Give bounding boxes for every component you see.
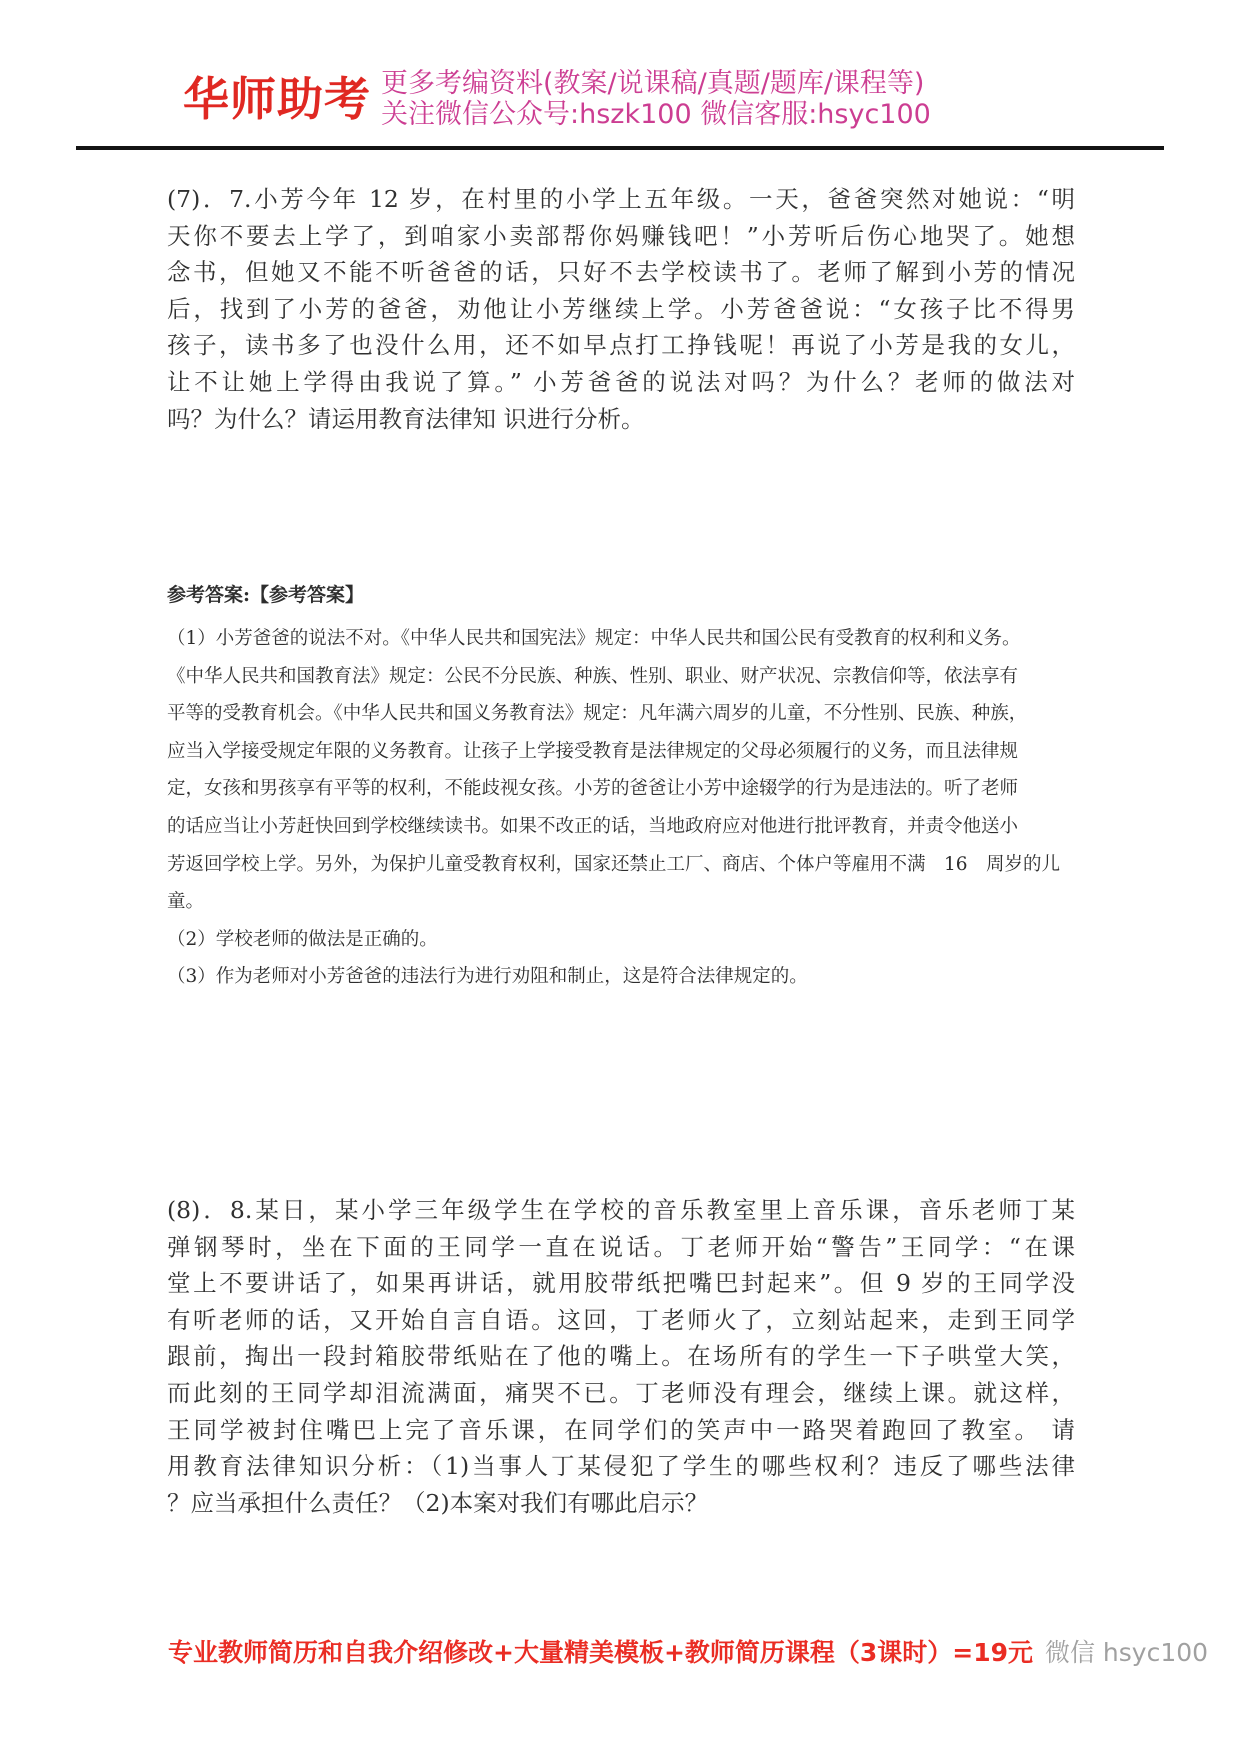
question-7-paragraph — [167, 181, 1075, 437]
question7-line: 天你不要去上学了，到咱家小卖部帮你妈赚钱吧！”小芳听后伤心地哭了。她想 — [167, 221, 1075, 250]
answer-line: 定，女孩和男孩享有平等的权利，不能歧视女孩。小芳的爸爸让小芳中途辍学的行为是违法的。听了老师 — [167, 778, 1019, 800]
question8-line: 堂上不要讲话了，如果再讲话，就用胶带纸把嘴巴封起来”。但 9 岁的王同学没 — [167, 1269, 1075, 1298]
page-header — [183, 68, 931, 130]
answer-line: 《中华人民共和国教育法》规定：公民不分民族、种族、性别、职业、财产状况、宗教信仰等，依法享有 — [167, 665, 1019, 687]
footer-promo-text: 专业教师简历和自我介绍修改+大量精美模板+教师简历课程（3课时）=19元 — [168, 1638, 1034, 1667]
question8-line: 弹钢琴时，坐在下面的王同学一直在说话。丁老师开始“警告”王同学：“在课 — [167, 1232, 1075, 1261]
footer-wechat-text: 微信 hsyc100 — [1044, 1638, 1209, 1667]
question7-line: 念书，但她又不能不听爸爸的话，只好不去学校读书了。老师了解到小芳的情况 — [167, 258, 1075, 287]
reference-answer-label: 参考答案:【参考答案】 — [167, 584, 365, 606]
header-divider — [76, 146, 1164, 150]
tagline-line-1: 更多考编资料(教案/说课稿/真题/题库/课程等) — [381, 68, 925, 99]
question8-line: 跟前，掏出一段封箱胶带纸贴在了他的嘴上。在场所有的学生一下子哄堂大笑， — [167, 1342, 1075, 1371]
question8-line: ？应当承担什么责任？（2)本案对我们有哪此启示？ — [167, 1488, 709, 1517]
question-8-paragraph — [167, 1192, 1075, 1521]
question7-line: 吗？为什么？请运用教育法律知 识进行分析。 — [167, 404, 645, 433]
question8-line: 用教育法律知识分析：（1)当事人丁某侵犯了学生的哪些权利？违反了哪些法律 — [167, 1452, 1075, 1481]
answer-line: 平等的受教育机会。《中华人民共和国义务教育法》规定：凡年满六周岁的儿童，不分性别、民族、种族， — [167, 703, 1028, 725]
answer-line: （2）学校老师的做法是正确的。 — [167, 928, 438, 950]
question7-line: (7)．7.小芳今年 12 岁，在村里的小学上五年级。一天，爸爸突然对她说：“明 — [167, 185, 1075, 213]
question7-line: 让不让她上学得由我说了算。” 小芳爸爸的说法对吗？为什么？老师的做法对 — [167, 367, 1075, 396]
tagline-line-2: 关注微信公众号:hszk100 微信客服:hsyc100 — [381, 99, 931, 130]
answer-line: （1）小芳爸爸的说法不对。《中华人民共和国宪法》规定：中华人民共和国公民有受教育的权利和义务。 — [167, 628, 1021, 649]
answer-line: 童。 — [167, 891, 205, 913]
question8-line: (8)．8.某日，某小学三年级学生在学校的音乐教室里上音乐课，音乐老师丁某 — [167, 1196, 1075, 1224]
answer-line: （3）作为老师对小芳爸爸的违法行为进行劝阻和制止，这是符合法律规定的。 — [167, 966, 808, 988]
answer-line: 应当入学接受规定年限的义务教育。让孩子上学接受教育是法律规定的父母必须履行的义务，而且法律规 — [167, 740, 1019, 762]
site-logo: 华师助考 — [183, 72, 371, 126]
answer-line: 的话应当让小芳赶快回到学校继续读书。如果不改正的话，当地政府应对他进行批评教育，并责令他送小 — [167, 815, 1019, 837]
question8-line: 有听老师的话，又开始自言自语。这回，丁老师火了，立刻站起来，走到王同学 — [167, 1305, 1075, 1334]
question8-line: 而此刻的王同学却泪流满面，痛哭不已。丁老师没有理会，继续上课。就这样， — [167, 1378, 1075, 1407]
header-taglines — [381, 68, 931, 130]
answer-line: 芳返回学校上学。另外，为保护儿童受教育权利，国家还禁止工厂、商店、个体户等雇用不满 16 周岁的儿 — [167, 853, 1061, 875]
page-footer — [168, 1633, 1208, 1669]
question7-line: 孩子，读书多了也没什么用，还不如早点打工挣钱呢！再说了小芳是我的女儿， — [167, 331, 1075, 360]
question8-line: 王同学被封住嘴巴上完了音乐课，在同学们的笑声中一路哭着跑回了教室。 请 — [167, 1415, 1075, 1444]
question7-line: 后，找到了小芳的爸爸，劝他让小芳继续上学。小芳爸爸说：“女孩子比不得男 — [167, 294, 1075, 323]
reference-answer-body — [167, 620, 1083, 996]
